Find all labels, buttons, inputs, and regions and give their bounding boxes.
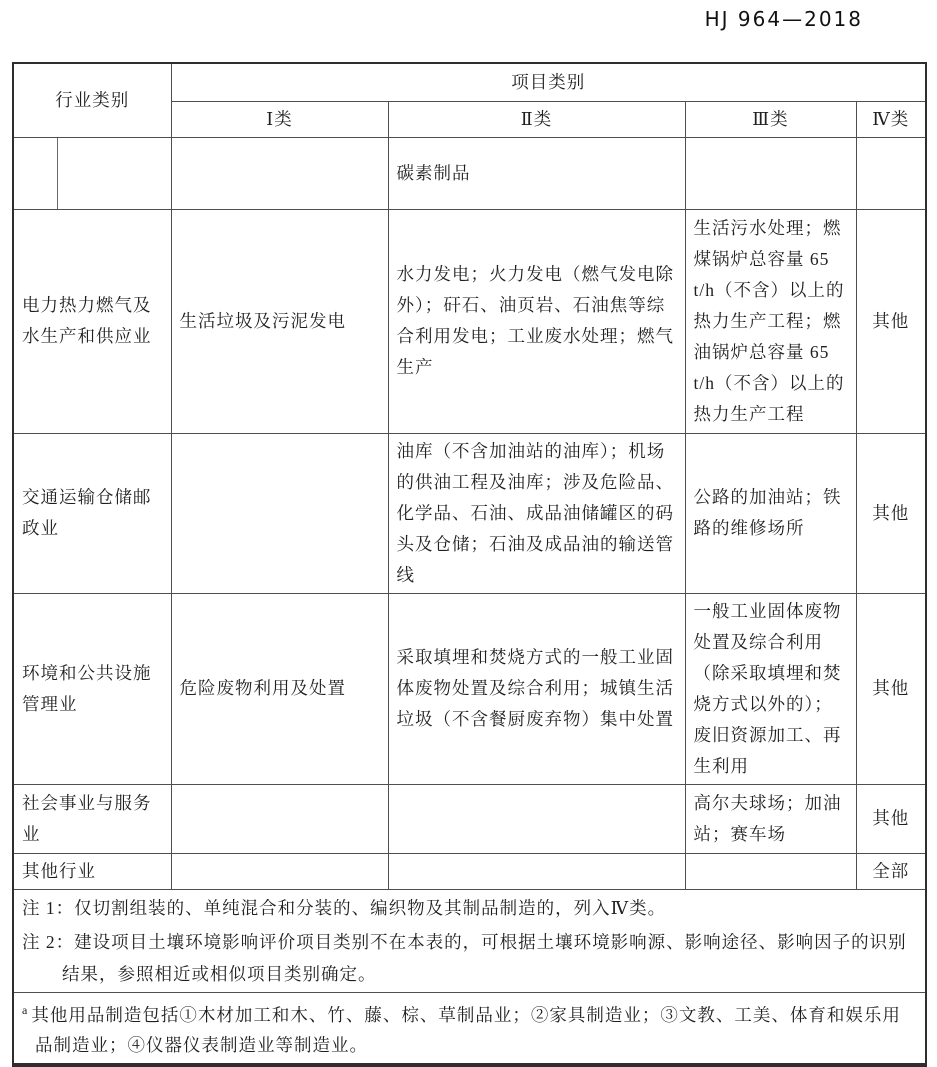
header-project-category: 项目类别 — [171, 63, 926, 101]
class1-cell — [171, 853, 388, 889]
footnote-row — [13, 992, 926, 1065]
table-row — [13, 784, 926, 853]
class4-cell: 全部 — [856, 853, 926, 889]
class2-cell: 油库（不含加油站的油库）；机场的供油工程及油库；涉及危险品、化学品、石油、成品油储罐区的码头及仓储；石油及成品油的输送管线 — [388, 433, 685, 593]
header-class-2: Ⅱ类 — [388, 101, 685, 137]
notes-cell — [13, 889, 926, 992]
footnote — [22, 995, 917, 1062]
footnote-cell — [13, 992, 926, 1065]
class4-cell: 其他 — [856, 784, 926, 853]
class3-cell: 生活污水处理；燃煤锅炉总容量 65 t/h（不含）以上的热力生产工程；燃油锅炉总容量 65 t/h（不含）以上的热力生产工程 — [685, 209, 856, 433]
soil-impact-classification-table — [12, 62, 927, 1067]
header-class-4: Ⅳ类 — [856, 101, 926, 137]
class4-cell — [856, 137, 926, 209]
industry-cell: 交通运输仓储邮政业 — [13, 433, 171, 593]
table-row — [13, 593, 926, 784]
class2-cell — [388, 853, 685, 889]
notes-row — [13, 889, 926, 992]
industry-cell — [13, 137, 171, 209]
note-2-text: 建设项目土壤环境影响评价项目类别不在本表的，可根据土壤环境影响源、影响途径、影响因子的识别结果，参照相近或相似项目类别确定。 — [62, 931, 907, 984]
industry-cell: 其他行业 — [13, 853, 171, 889]
class2-cell: 碳素制品 — [388, 137, 685, 209]
table-row — [13, 137, 926, 209]
header-row-1 — [13, 63, 926, 101]
class4-cell: 其他 — [856, 593, 926, 784]
note-1 — [22, 892, 917, 924]
note-2-label: 注 2： — [22, 931, 75, 952]
class2-cell — [388, 784, 685, 853]
class1-cell: 生活垃圾及污泥发电 — [171, 209, 388, 433]
header-class-3: Ⅲ类 — [685, 101, 856, 137]
class4-cell: 其他 — [856, 209, 926, 433]
doc-number: HJ 964—2018 — [704, 7, 863, 31]
note-1-label: 注 1： — [22, 897, 75, 918]
class3-cell: 高尔夫球场；加油站；赛车场 — [685, 784, 856, 853]
class1-cell: 危险废物利用及处置 — [171, 593, 388, 784]
note-2 — [22, 926, 917, 990]
class4-cell: 其他 — [856, 433, 926, 593]
footnote-text: 其他用品制造包括①木材加工和木、竹、藤、棕、草制品业；②家具制造业；③文教、工美、体育和娱乐用品制造业；④仪器仪表制造业等制造业。 — [31, 1004, 901, 1056]
footnote-marker: a — [22, 1002, 29, 1017]
industry-cell: 社会事业与服务业 — [13, 784, 171, 853]
class1-cell — [171, 137, 388, 209]
table-row — [13, 209, 926, 433]
table-row — [13, 433, 926, 593]
class3-cell: 一般工业固体废物处置及综合利用（除采取填埋和焚烧方式以外的）；废旧资源加工、再生利用 — [685, 593, 856, 784]
class2-cell: 水力发电；火力发电（燃气发电除外）；矸石、油页岩、石油焦等综合利用发电；工业废水处理；燃气生产 — [388, 209, 685, 433]
class3-cell — [685, 853, 856, 889]
header-industry-category: 行业类别 — [13, 63, 171, 137]
table-row — [13, 853, 926, 889]
industry-cell: 环境和公共设施管理业 — [13, 593, 171, 784]
note-1-text: 仅切割组装的、单纯混合和分装的、编织物及其制品制造的，列入Ⅳ类。 — [74, 897, 667, 918]
class3-cell — [685, 137, 856, 209]
class1-cell — [171, 433, 388, 593]
class3-cell: 公路的加油站；铁路的维修场所 — [685, 433, 856, 593]
class2-cell: 采取填埋和焚烧方式的一般工业固体废物处置及综合利用；城镇生活垃圾（不含餐厨废弃物）集中处置 — [388, 593, 685, 784]
header-class-1: Ⅰ类 — [171, 101, 388, 137]
industry-cell: 电力热力燃气及水生产和供应业 — [13, 209, 171, 433]
class1-cell — [171, 784, 388, 853]
